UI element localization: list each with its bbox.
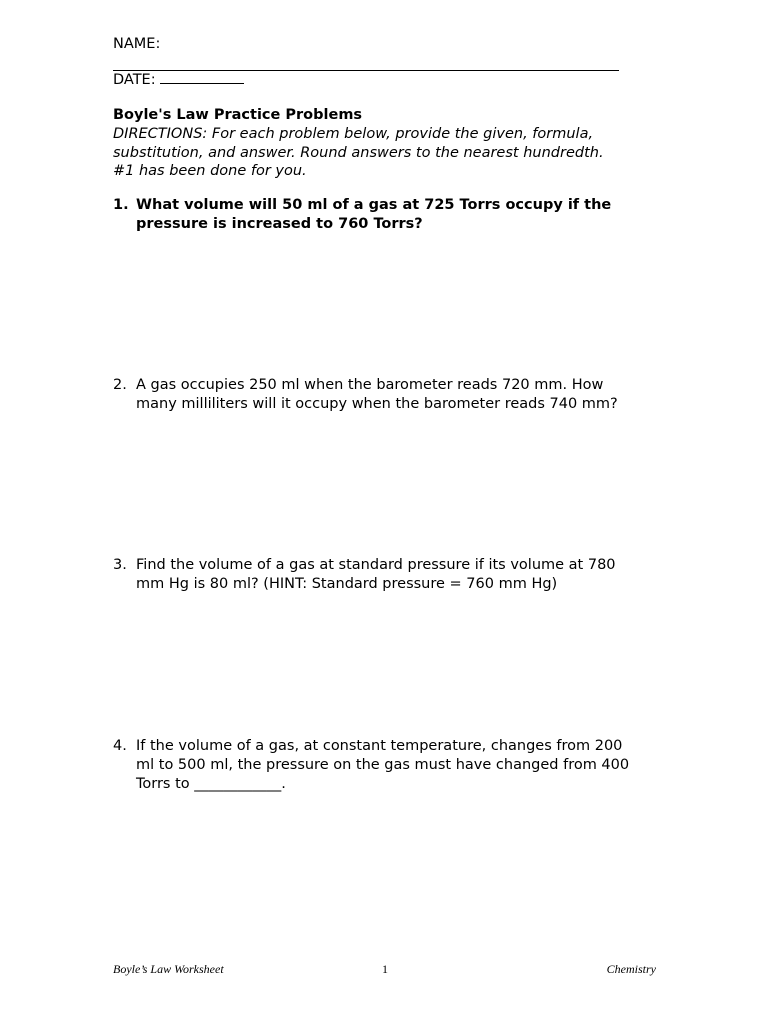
problem-4 [113, 737, 673, 794]
problem-text-line: many milliliters will it occupy when the barometer reads 740 mm? [136, 396, 618, 412]
problem-number: 3. [113, 557, 127, 573]
directions-line: DIRECTIONS: For each problem below, provide the given, formula, [113, 126, 594, 142]
problem-3 [113, 556, 673, 594]
problem-text-line: What volume will 50 ml of a gas at 725 Torrs occupy if the [136, 197, 612, 213]
problem-number: 4. [113, 738, 127, 754]
footer-title: Boyle’s Law Worksheet [113, 962, 224, 976]
problem-text-line: If the volume of a gas, at constant temperature, changes from 200 [136, 738, 623, 754]
problem-1 [113, 196, 673, 234]
date-blank-line [160, 83, 244, 84]
footer-subject: Chemistry [606, 962, 656, 976]
problem-number: 2. [113, 377, 127, 393]
footer-page-number: 1 [382, 962, 388, 976]
problem-2 [113, 376, 673, 414]
problem-text-line: pressure is increased to 760 Torrs? [136, 216, 423, 232]
directions [113, 125, 673, 181]
problem-text-line: Torrs to ____________. [136, 776, 286, 792]
problem-text-line: Find the volume of a gas at standard pressure if its volume at 780 [136, 557, 616, 573]
problem-text-line: mm Hg is 80 ml? (HINT: Standard pressure = 760 mm Hg) [136, 576, 558, 592]
problem-text-line: ml to 500 ml, the pressure on the gas must have changed from 400 [136, 757, 630, 773]
problem-text-line: A gas occupies 250 ml when the barometer reads 720 mm. How [136, 377, 604, 393]
name-label: NAME: [113, 36, 161, 52]
directions-line: #1 has been done for you. [113, 163, 307, 179]
date-label: DATE: [113, 72, 156, 88]
directions-line: substitution, and answer. Round answers to the nearest hundredth. [113, 144, 604, 161]
date-field [113, 71, 244, 90]
worksheet-title: Boyle's Law Practice Problems [113, 107, 363, 123]
problem-number: 1. [113, 197, 129, 213]
